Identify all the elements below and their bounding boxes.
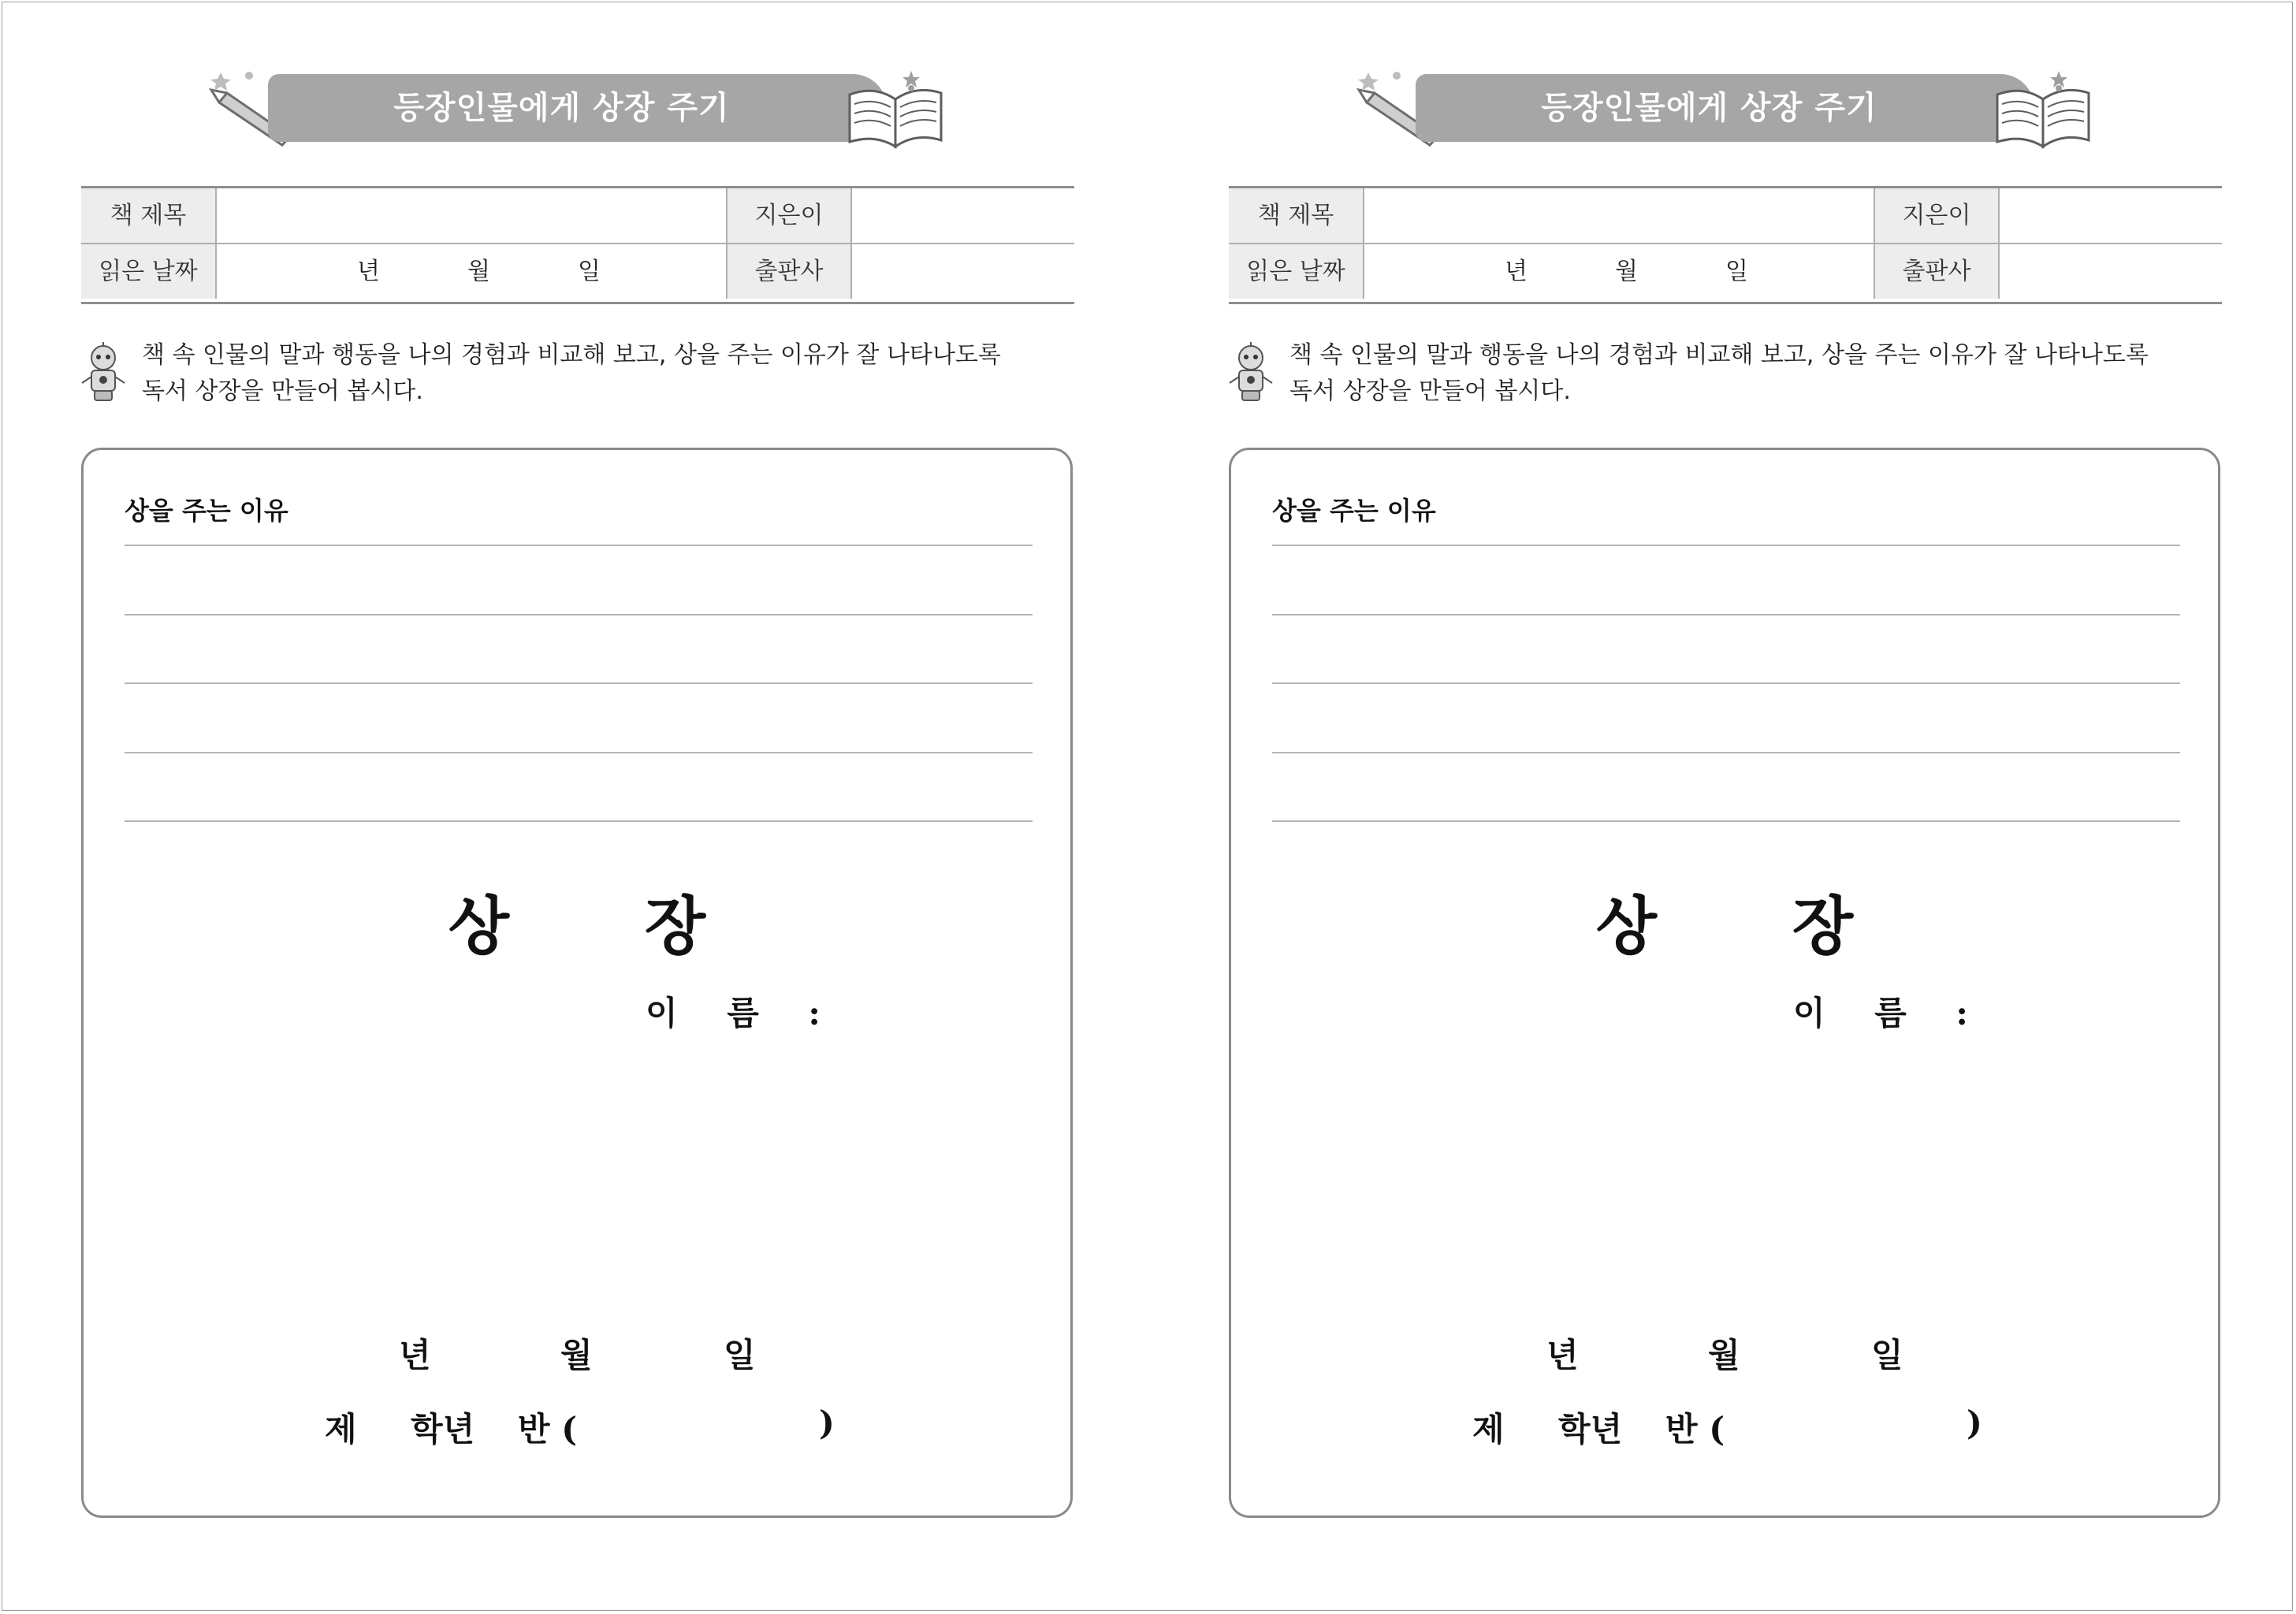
robot-mascot-icon bbox=[79, 342, 128, 404]
reason-writing-line[interactable] bbox=[125, 682, 1033, 684]
instruction-text bbox=[1289, 337, 2149, 410]
class-label: 반 ( bbox=[518, 1410, 578, 1449]
open-book-icon bbox=[843, 65, 946, 155]
recipient-name-label: 이 름 : bbox=[1793, 994, 1987, 1032]
info-row-title bbox=[1229, 188, 2222, 244]
grade-label: 학년 bbox=[411, 1410, 475, 1449]
reason-writing-line[interactable] bbox=[1272, 820, 2180, 822]
book-title-field[interactable] bbox=[217, 188, 728, 243]
author-label: 지은이 bbox=[1875, 188, 2000, 243]
book-title-label: 책 제목 bbox=[1229, 188, 1364, 243]
book-title-field[interactable] bbox=[1364, 188, 1875, 243]
publisher-field[interactable] bbox=[2000, 244, 2222, 299]
award-reason-label: 상을 주는 이유 bbox=[1272, 496, 1436, 526]
grade-prefix: 제 bbox=[325, 1410, 357, 1449]
title-banner bbox=[268, 74, 887, 142]
book-title-label: 책 제목 bbox=[81, 188, 217, 243]
author-label: 지은이 bbox=[728, 188, 852, 243]
author-field[interactable] bbox=[852, 188, 1074, 243]
instruction-line-1: 책 속 인물의 말과 행동을 나의 경험과 비교해 보고, 상을 주는 이유가 잘 나타나도록 bbox=[1289, 341, 2149, 369]
grade-prefix: 제 bbox=[1472, 1410, 1505, 1449]
read-date-field[interactable] bbox=[217, 244, 728, 299]
instruction-line-2: 독서 상장을 만들어 봅시다. bbox=[1289, 377, 1571, 405]
reason-writing-line[interactable] bbox=[125, 545, 1033, 546]
award-certificate-box bbox=[1229, 448, 2220, 1518]
book-info-table bbox=[1229, 186, 2222, 304]
read-date-month: 월 bbox=[1615, 258, 1638, 285]
award-title: 상 장 bbox=[1595, 889, 1911, 963]
reason-writing-line[interactable] bbox=[125, 752, 1033, 753]
info-row-date bbox=[1229, 244, 2222, 299]
grade-label: 학년 bbox=[1558, 1410, 1623, 1449]
read-date-day: 일 bbox=[578, 258, 601, 285]
publisher-label: 출판사 bbox=[1875, 244, 2000, 299]
book-info-table bbox=[81, 186, 1074, 304]
reason-writing-line[interactable] bbox=[1272, 614, 2180, 615]
title-banner bbox=[1416, 74, 2034, 142]
reason-writing-line[interactable] bbox=[1272, 545, 2180, 546]
instruction-line-2: 독서 상장을 만들어 봅시다. bbox=[142, 377, 423, 405]
read-date-label: 읽은 날짜 bbox=[81, 244, 217, 299]
author-field[interactable] bbox=[2000, 188, 2222, 243]
banner-title: 등장인물에게 상장 주기 bbox=[393, 90, 730, 126]
award-reason-label: 상을 주는 이유 bbox=[125, 496, 288, 526]
award-date-year: 년 bbox=[1546, 1336, 1579, 1374]
reason-writing-line[interactable] bbox=[1272, 682, 2180, 684]
recipient-name-label: 이 름 : bbox=[646, 994, 839, 1032]
info-row-date bbox=[81, 244, 1074, 299]
read-date-year: 년 bbox=[1505, 258, 1528, 285]
class-label: 반 ( bbox=[1665, 1410, 1725, 1449]
award-date-day: 일 bbox=[724, 1336, 756, 1374]
instruction-text bbox=[142, 337, 1001, 410]
robot-mascot-icon bbox=[1226, 342, 1275, 404]
reason-writing-line[interactable] bbox=[1272, 752, 2180, 753]
award-title: 상 장 bbox=[448, 889, 763, 963]
read-date-field[interactable] bbox=[1364, 244, 1875, 299]
publisher-label: 출판사 bbox=[728, 244, 852, 299]
instruction-line-1: 책 속 인물의 말과 행동을 나의 경험과 비교해 보고, 상을 주는 이유가 잘 나타나도록 bbox=[142, 341, 1001, 369]
award-certificate-box bbox=[81, 448, 1073, 1518]
award-date-month: 월 bbox=[560, 1336, 593, 1374]
reason-writing-line[interactable] bbox=[125, 614, 1033, 615]
publisher-field[interactable] bbox=[852, 244, 1074, 299]
class-close-paren: ) bbox=[1967, 1404, 1982, 1442]
award-date-year: 년 bbox=[399, 1336, 431, 1374]
award-date-month: 월 bbox=[1708, 1336, 1740, 1374]
read-date-month: 월 bbox=[467, 258, 490, 285]
class-close-paren: ) bbox=[819, 1404, 835, 1442]
worksheet-page-right bbox=[1148, 0, 2295, 1614]
read-date-year: 년 bbox=[357, 258, 380, 285]
banner-title: 등장인물에게 상장 주기 bbox=[1541, 90, 1877, 126]
award-date-day: 일 bbox=[1871, 1336, 1903, 1374]
open-book-icon bbox=[1991, 65, 2093, 155]
info-row-title bbox=[81, 188, 1074, 244]
read-date-label: 읽은 날짜 bbox=[1229, 244, 1364, 299]
read-date-day: 일 bbox=[1725, 258, 1748, 285]
reason-writing-line[interactable] bbox=[125, 820, 1033, 822]
